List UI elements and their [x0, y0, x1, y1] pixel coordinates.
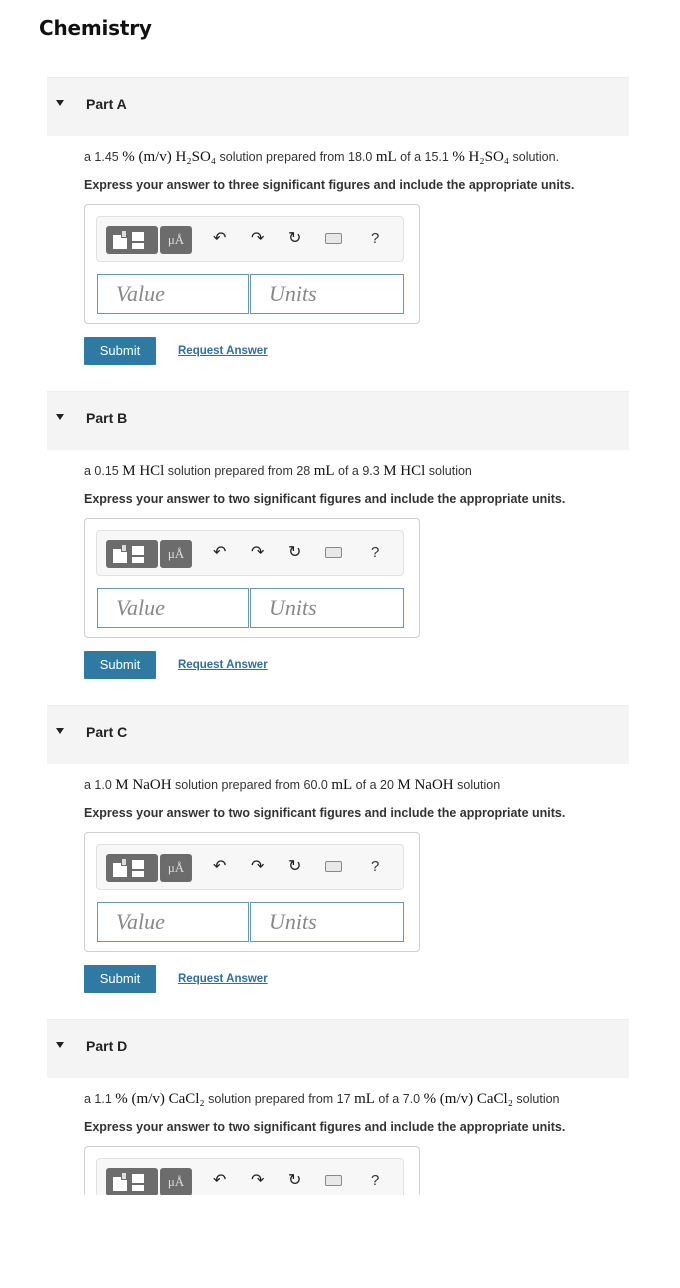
collapse-caret-icon[interactable] — [56, 414, 64, 420]
redo-icon[interactable]: ↷ — [251, 544, 265, 561]
value-input[interactable]: Value — [97, 274, 249, 314]
redo-icon[interactable]: ↷ — [251, 858, 265, 875]
templates-icon — [121, 858, 127, 866]
part-a-label: Part A — [86, 96, 127, 112]
units-input[interactable]: Units — [250, 588, 404, 628]
keyboard-icon[interactable] — [325, 233, 342, 244]
math-toolbar — [96, 530, 404, 576]
part-b-header[interactable] — [47, 391, 629, 450]
templates-button[interactable] — [106, 540, 158, 568]
units-input[interactable]: Units — [250, 274, 404, 314]
keyboard-icon[interactable] — [325, 547, 342, 558]
keyboard-icon[interactable] — [325, 861, 342, 872]
submit-button[interactable]: Submit — [84, 965, 156, 993]
reset-icon[interactable]: ↻ — [288, 858, 302, 875]
reset-icon[interactable]: ↻ — [288, 544, 302, 561]
part-c-instruction: Express your answer to two significant figures and include the appropriate units. — [84, 806, 566, 820]
math-toolbar — [96, 844, 404, 890]
templates-button[interactable] — [106, 226, 158, 254]
templates-button[interactable] — [106, 1168, 158, 1195]
templates-icon — [121, 544, 127, 552]
undo-icon[interactable]: ↶ — [213, 544, 227, 561]
part-d-section — [47, 1019, 629, 1195]
part-b-question: a 0.15 M HCl solution prepared from 28 mL of a 9.3 M HCl solution — [84, 463, 472, 479]
reset-icon[interactable]: ↻ — [288, 1172, 302, 1189]
math-toolbar — [96, 216, 404, 262]
help-icon[interactable]: ? — [371, 858, 380, 875]
part-d-header[interactable] — [47, 1019, 629, 1078]
redo-icon[interactable]: ↷ — [251, 1172, 265, 1189]
submit-button[interactable]: Submit — [84, 337, 156, 365]
units-button[interactable]: μÅ — [160, 540, 192, 568]
value-input[interactable]: Value — [97, 588, 249, 628]
help-icon[interactable]: ? — [371, 1172, 380, 1189]
units-button[interactable]: μÅ — [160, 854, 192, 882]
templates-button[interactable] — [106, 854, 158, 882]
part-b-answer-box — [84, 518, 420, 638]
part-d-question: a 1.1 % (m/v) CaCl₂ solution prepared from 17 mL of a 7.0 % (m/v) CaCl₂ solution — [84, 1091, 560, 1107]
part-d-label: Part D — [86, 1038, 128, 1054]
submit-button[interactable]: Submit — [84, 651, 156, 679]
part-a-question: a 1.45 % (m/v) H₂SO₄ solution prepared from 18.0 mL of a 15.1 % H₂SO₄ solution. — [84, 149, 560, 165]
part-b-label: Part B — [86, 410, 128, 426]
collapse-caret-icon[interactable] — [56, 100, 64, 106]
templates-icon — [121, 1172, 127, 1180]
keyboard-icon[interactable] — [325, 1175, 342, 1186]
units-button[interactable]: μÅ — [160, 1168, 192, 1195]
redo-icon[interactable]: ↷ — [251, 230, 265, 247]
part-c-question: a 1.0 M NaOH solution prepared from 60.0 mL of a 20 M NaOH solution — [84, 777, 501, 793]
value-input[interactable]: Value — [97, 902, 249, 942]
help-icon[interactable]: ? — [371, 544, 380, 561]
request-answer-link[interactable]: Request Answer — [178, 659, 268, 671]
units-button[interactable]: μÅ — [160, 226, 192, 254]
collapse-caret-icon[interactable] — [56, 728, 64, 734]
undo-icon[interactable]: ↶ — [213, 858, 227, 875]
page-title: Chemistry — [39, 16, 152, 40]
undo-icon[interactable]: ↶ — [213, 1172, 227, 1189]
part-b-instruction: Express your answer to two significant figures and include the appropriate units. — [84, 492, 566, 506]
part-d-answer-box — [84, 1146, 420, 1195]
part-a-answer-box — [84, 204, 420, 324]
math-toolbar — [96, 1158, 404, 1195]
part-c-label: Part C — [86, 724, 128, 740]
part-a-header[interactable] — [47, 77, 629, 136]
part-c-header[interactable] — [47, 705, 629, 764]
templates-icon — [121, 230, 127, 238]
part-d-instruction: Express your answer to two significant figures and include the appropriate units. — [84, 1120, 566, 1134]
request-answer-link[interactable]: Request Answer — [178, 973, 268, 985]
undo-icon[interactable]: ↶ — [213, 230, 227, 247]
part-c-section — [47, 705, 629, 1005]
units-input[interactable]: Units — [250, 902, 404, 942]
request-answer-link[interactable]: Request Answer — [178, 345, 268, 357]
collapse-caret-icon[interactable] — [56, 1042, 64, 1048]
part-a-instruction: Express your answer to three significant figures and include the appropriate units. — [84, 178, 575, 192]
reset-icon[interactable]: ↻ — [288, 230, 302, 247]
part-b-section — [47, 391, 629, 691]
part-a-section — [47, 77, 629, 377]
part-c-answer-box — [84, 832, 420, 952]
help-icon[interactable]: ? — [371, 230, 380, 247]
